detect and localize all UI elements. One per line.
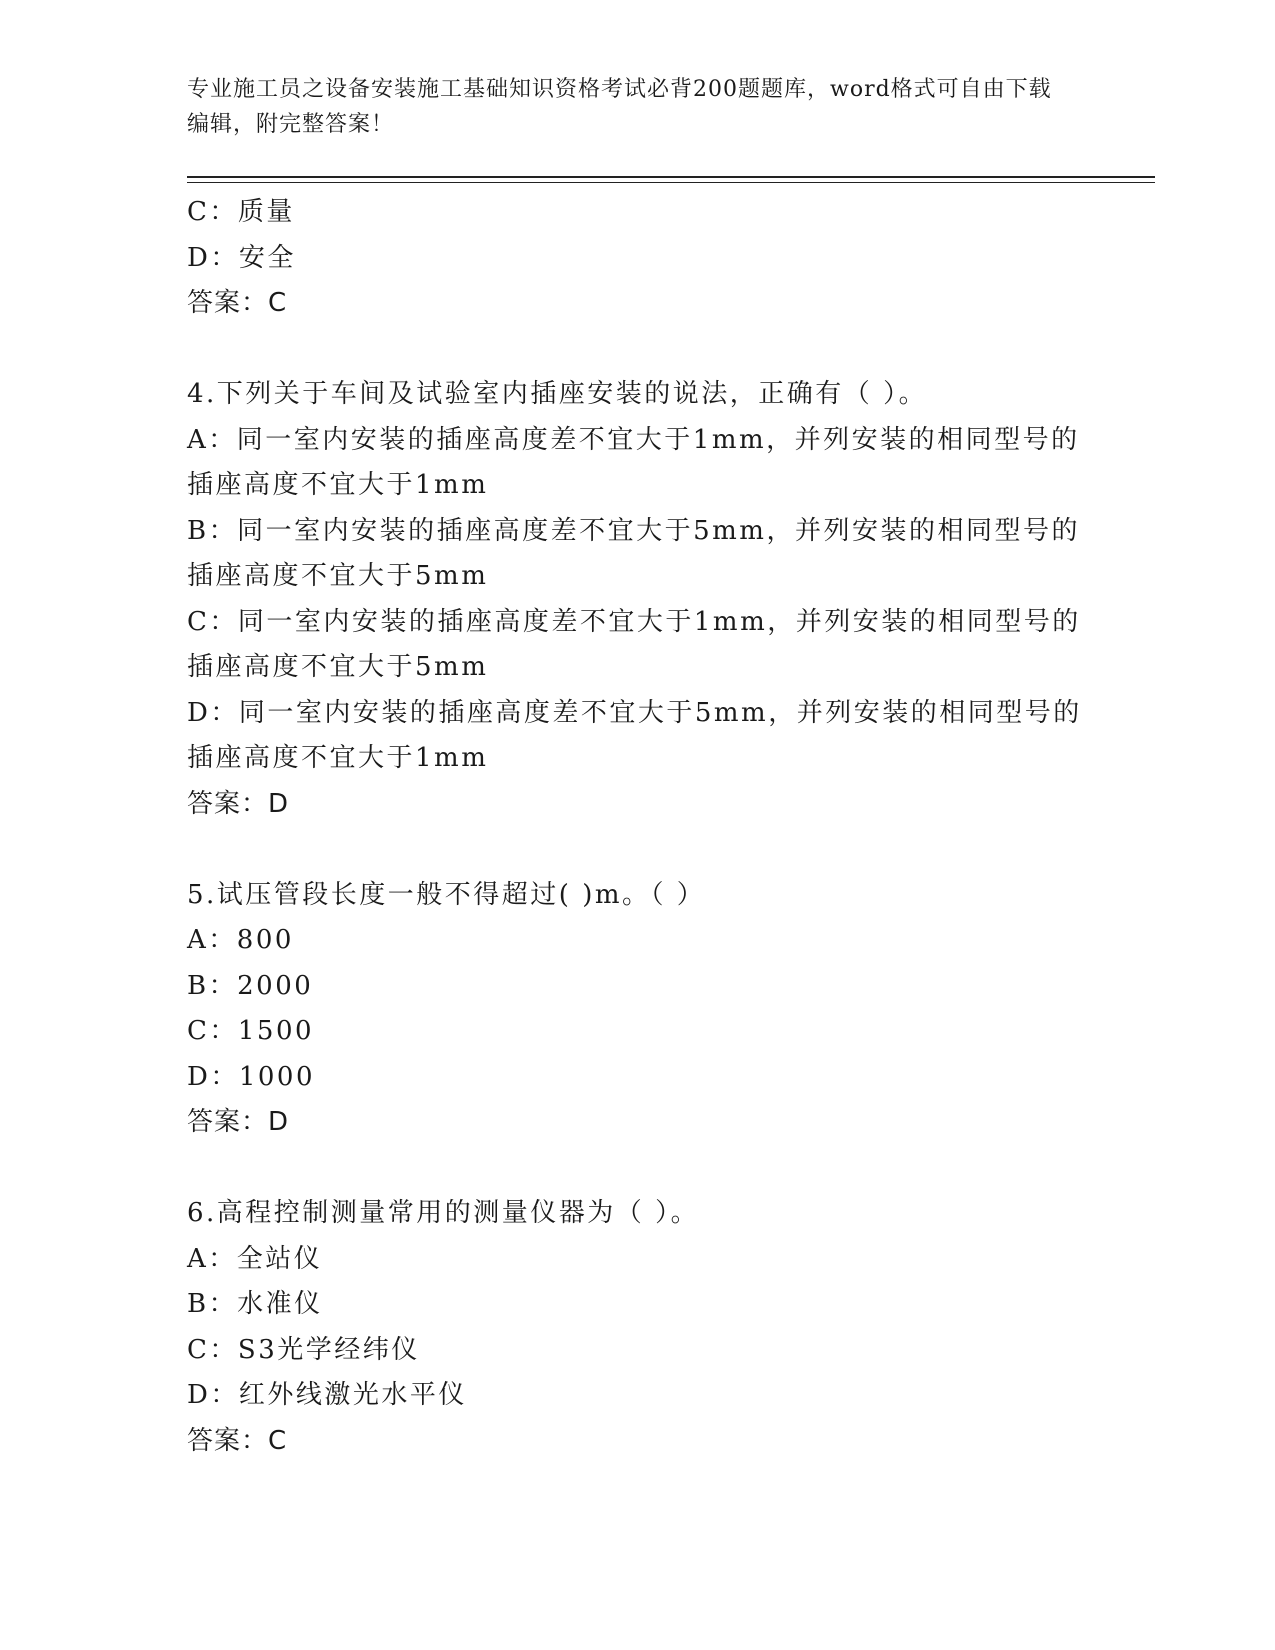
option-a: A：全站仪 [187, 1243, 323, 1274]
question-stem: 4.下列关于车间及试验室内插座安装的说法，正确有（ ）。 [187, 379, 928, 409]
option-c: C：S3光学经纬仪 [187, 1334, 420, 1365]
header-divider-thick [187, 176, 1155, 178]
header-divider-thin [187, 182, 1155, 183]
option-a: A：800 [187, 925, 294, 955]
question-stem: 6.高程控制测量常用的测量仪器为（ ）。 [187, 1198, 700, 1228]
option-d: D：安全 [187, 242, 296, 273]
option-d: D：1000 [187, 1061, 316, 1092]
document-header: 专业施工员之设备安装施工基础知识资格考试必背200题题库，word格式可自由下载编辑，附完整答案！ [187, 77, 1052, 137]
question-6 [187, 1191, 1087, 1464]
option-a-cont: 插座高度不宜大于1mm [187, 470, 489, 500]
question-stem: 5.试压管段长度一般不得超过( )m。（ ） [187, 879, 706, 910]
spacer [187, 1146, 1087, 1192]
option-b: B：同一室内安装的插座高度差不宜大于5mm，并列安装的相同型号的 [187, 515, 1080, 546]
question-continued [187, 190, 1087, 327]
spacer [187, 827, 1087, 873]
question-5 [187, 873, 1087, 1146]
answer-line: 答案：D [187, 788, 290, 819]
option-b-cont: 插座高度不宜大于5mm [187, 561, 489, 591]
option-c: C：同一室内安装的插座高度差不宜大于1mm，并列安装的相同型号的 [187, 606, 1081, 637]
option-c: C：质量 [187, 197, 295, 227]
option-b: B：2000 [187, 970, 314, 1001]
question-4 [187, 372, 1087, 827]
option-c-cont: 插座高度不宜大于5mm [187, 652, 489, 682]
question-list [187, 190, 1087, 1464]
answer-line: 答案：C [187, 288, 288, 318]
answer-line: 答案：D [187, 1107, 290, 1137]
option-c: C：1500 [187, 1016, 315, 1046]
spacer [187, 327, 1087, 373]
option-d-cont: 插座高度不宜大于1mm [187, 743, 489, 773]
option-a: A：同一室内安装的插座高度差不宜大于1mm，并列安装的相同型号的 [187, 424, 1080, 455]
option-d: D：红外线激光水平仪 [187, 1380, 467, 1410]
option-d: D：同一室内安装的插座高度差不宜大于5mm，并列安装的相同型号的 [187, 697, 1082, 728]
answer-line: 答案：C [187, 1425, 288, 1456]
option-b: B：水准仪 [187, 1289, 323, 1319]
